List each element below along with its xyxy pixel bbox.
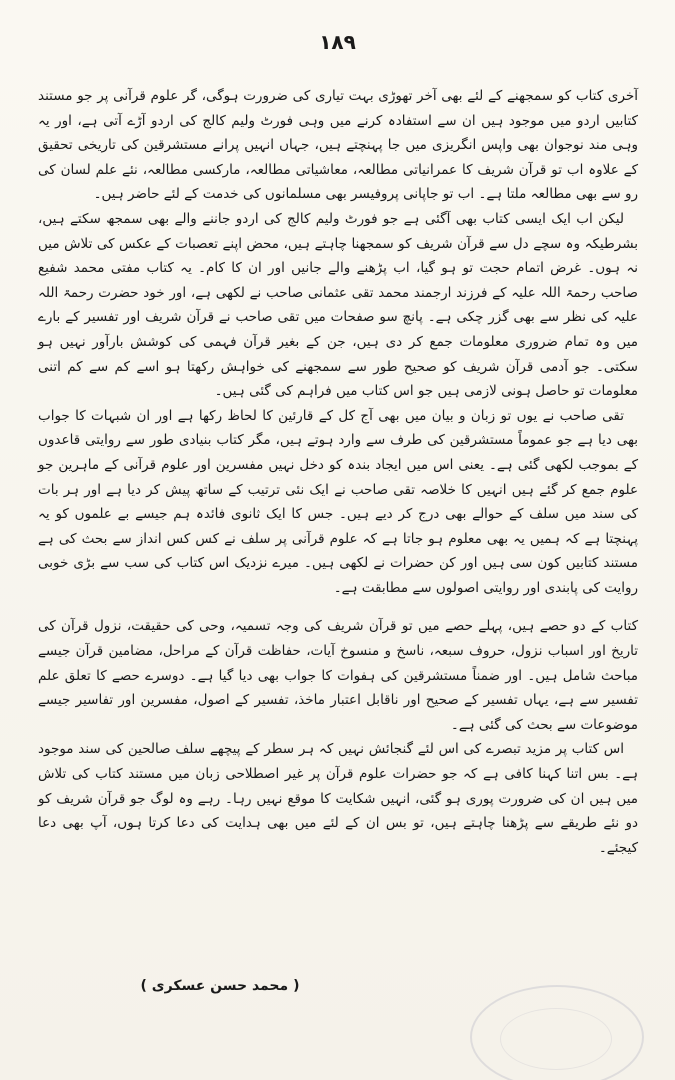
paragraph-1: آخری کتاب کو سمجھنے کے لئے بھی آخر تھوڑی بہت تیاری کی ضرورت ہوگی، گر علوم قرآنی پر جو مستند کتابیں اردو میں موجود ہیں ان سے استفادہ کرنے میں وہی فورٹ ولیم کالج کی اردو آڑے آتی ہے، اور یہ وہی مند نوجوان بھی واپس انگریزی میں جا پہنچتے ہیں، جہاں انہیں پرانے مستشرقین کی تاریخی تحقیق کے علاوہ اب تو قرآن شریف کا عمرانیاتی مطالعہ، معاشیاتی مطالعہ، مارکسی مطالعہ، نئے علم لسان کی رو سے بھی مطالعہ ملتا ہے۔ اب تو جاپانی پروفیسر بھی مسلمانوں کی خدمت کے لئے حاضر ہیں۔ (38, 88, 638, 203)
paragraph-4: کتاب کے دو حصے ہیں، پہلے حصے میں تو قرآن شریف کی وجہ تسمیہ، وحی کی حقیقت، نزول قرآن کی تاریخ اور اسباب نزول، حروف سبعہ، ناسخ و منسوخ آیات، حفاظت قرآن کے مراحل، مضامین قرآن جیسے مباحث شامل ہیں۔ اور ضمناً مستشرقین کی ہفوات کا جواب بھی دیا گیا ہے۔ دوسرے حصے کا تعلق علم تفسیر سے ہے، یہاں تفسیر کے صحیح اور ناقابل اعتبار ماخذ، تفسیر کے اصول، مفسرین اور تفاسیر جیسے موضوعات سے بحث کی گئی ہے۔ (38, 618, 638, 733)
paragraph-5: اس کتاب پر مزید تبصرے کی اس لئے گنجائش نہیں کہ ہر سطر کے پیچھے سلف صالحین کی سند موجود ہے۔ بس اتنا کہنا کافی ہے کہ جو حضرات علوم قرآن پر غیر اصطلاحی زبان میں مستند کتاب کی تلاش میں ہیں ان کی ضرورت پوری ہو گئی، انہیں شکایت کا موقع نہیں رہا۔ رہے وہ لوگ جو قرآن شریف کو دو نئے طریقے سے پڑھنا چاہتے ہیں، تو بس ان کے لئے میں بھی ہدایت کی دعا کرتا ہوں، آپ بھی دعا کیجئے۔ (38, 741, 638, 856)
paragraph-2: لیکن اب ایک ایسی کتاب بھی آگئی ہے جو فورٹ ولیم کالج کی اردو جاننے والے بھی سمجھ سکتے ہیں، بشرطیکہ وہ سچے دل سے قرآن شریف کو سمجھنا چاہتے ہیں، محض اپنے تعصبات کے عکس کی تلاش میں نہ ہوں۔ غرض اتمام حجت تو ہو گیا، اب پڑھنے والے جانیں اور ان کا کام۔ یہ کتاب مفتی محمد شفیع صاحب رحمۃ اللہ علیہ کے فرزند ارجمند محمد تقی عثمانی صاحب نے لکھی ہے، اور خود حضرت رحمۃ اللہ علیہ کی نظر سے بھی گزر چکی ہے۔ پانچ سو صفحات میں تقی صاحب نے قرآن شریف اور تفسیر کے بارے میں وہ تمام ضروری معلومات جمع کر دی ہیں، جن کے بغیر قرآن فہمی کی کوشش بارآور نہیں ہو سکتی۔ جو آدمی قرآن شریف کو صحیح طور سے سمجھنے کی خواہش رکھتا ہو اسے کم سے کم اتنی معلومات تو حاصل ہونی لازمی ہیں جو اس کتاب میں فراہم کی گئی ہیں۔ (38, 210, 638, 400)
library-stamp-inner-mark (500, 1008, 612, 1070)
paragraph-3: تقی صاحب نے یوں تو زبان و بیان میں بھی آج کل کے قارئین کا لحاظ رکھا ہے اور ان شبہات کا جواب بھی دیا ہے جو عموماً مستشرقین کی طرف سے وارد ہوتے ہیں، مگر کتاب بنیادی طور سے روایتی قاعدوں کے بموجب لکھی گئی ہے۔ یعنی اس میں ایجاد بندہ کو دخل نہیں مفسرین اور علوم قرآنی کے ماہرین جو علوم جمع کر گئے ہیں انہیں کا خلاصہ تقی صاحب نے ایک نئی ترتیب کے ساتھ پیش کر دیا ہے اور ہر بات کی سند میں سلف کے حوالے بھی درج کر دیے ہیں۔ جس کا ایک ثانوی فائدہ ہم جیسے بے علموں کو یہ پہنچتا ہے کہ ہمیں یہ بھی معلوم ہو جاتا ہے کہ علوم قرآنی پر سلف نے کس کس انداز سے بحث کی ہے مستند کتابیں کون سی ہیں اور کن حضرات نے لکھی ہیں۔ میرے نزدیک اس کتاب کی سب سے بڑی خوبی روایت کی پابندی اور روایتی اصولوں سے مطابقت ہے۔ (38, 407, 638, 596)
author-signature: ( محمد حسن عسکری ) (140, 978, 300, 994)
article-body (38, 84, 638, 860)
page-number: ۱۸۹ (319, 30, 356, 54)
